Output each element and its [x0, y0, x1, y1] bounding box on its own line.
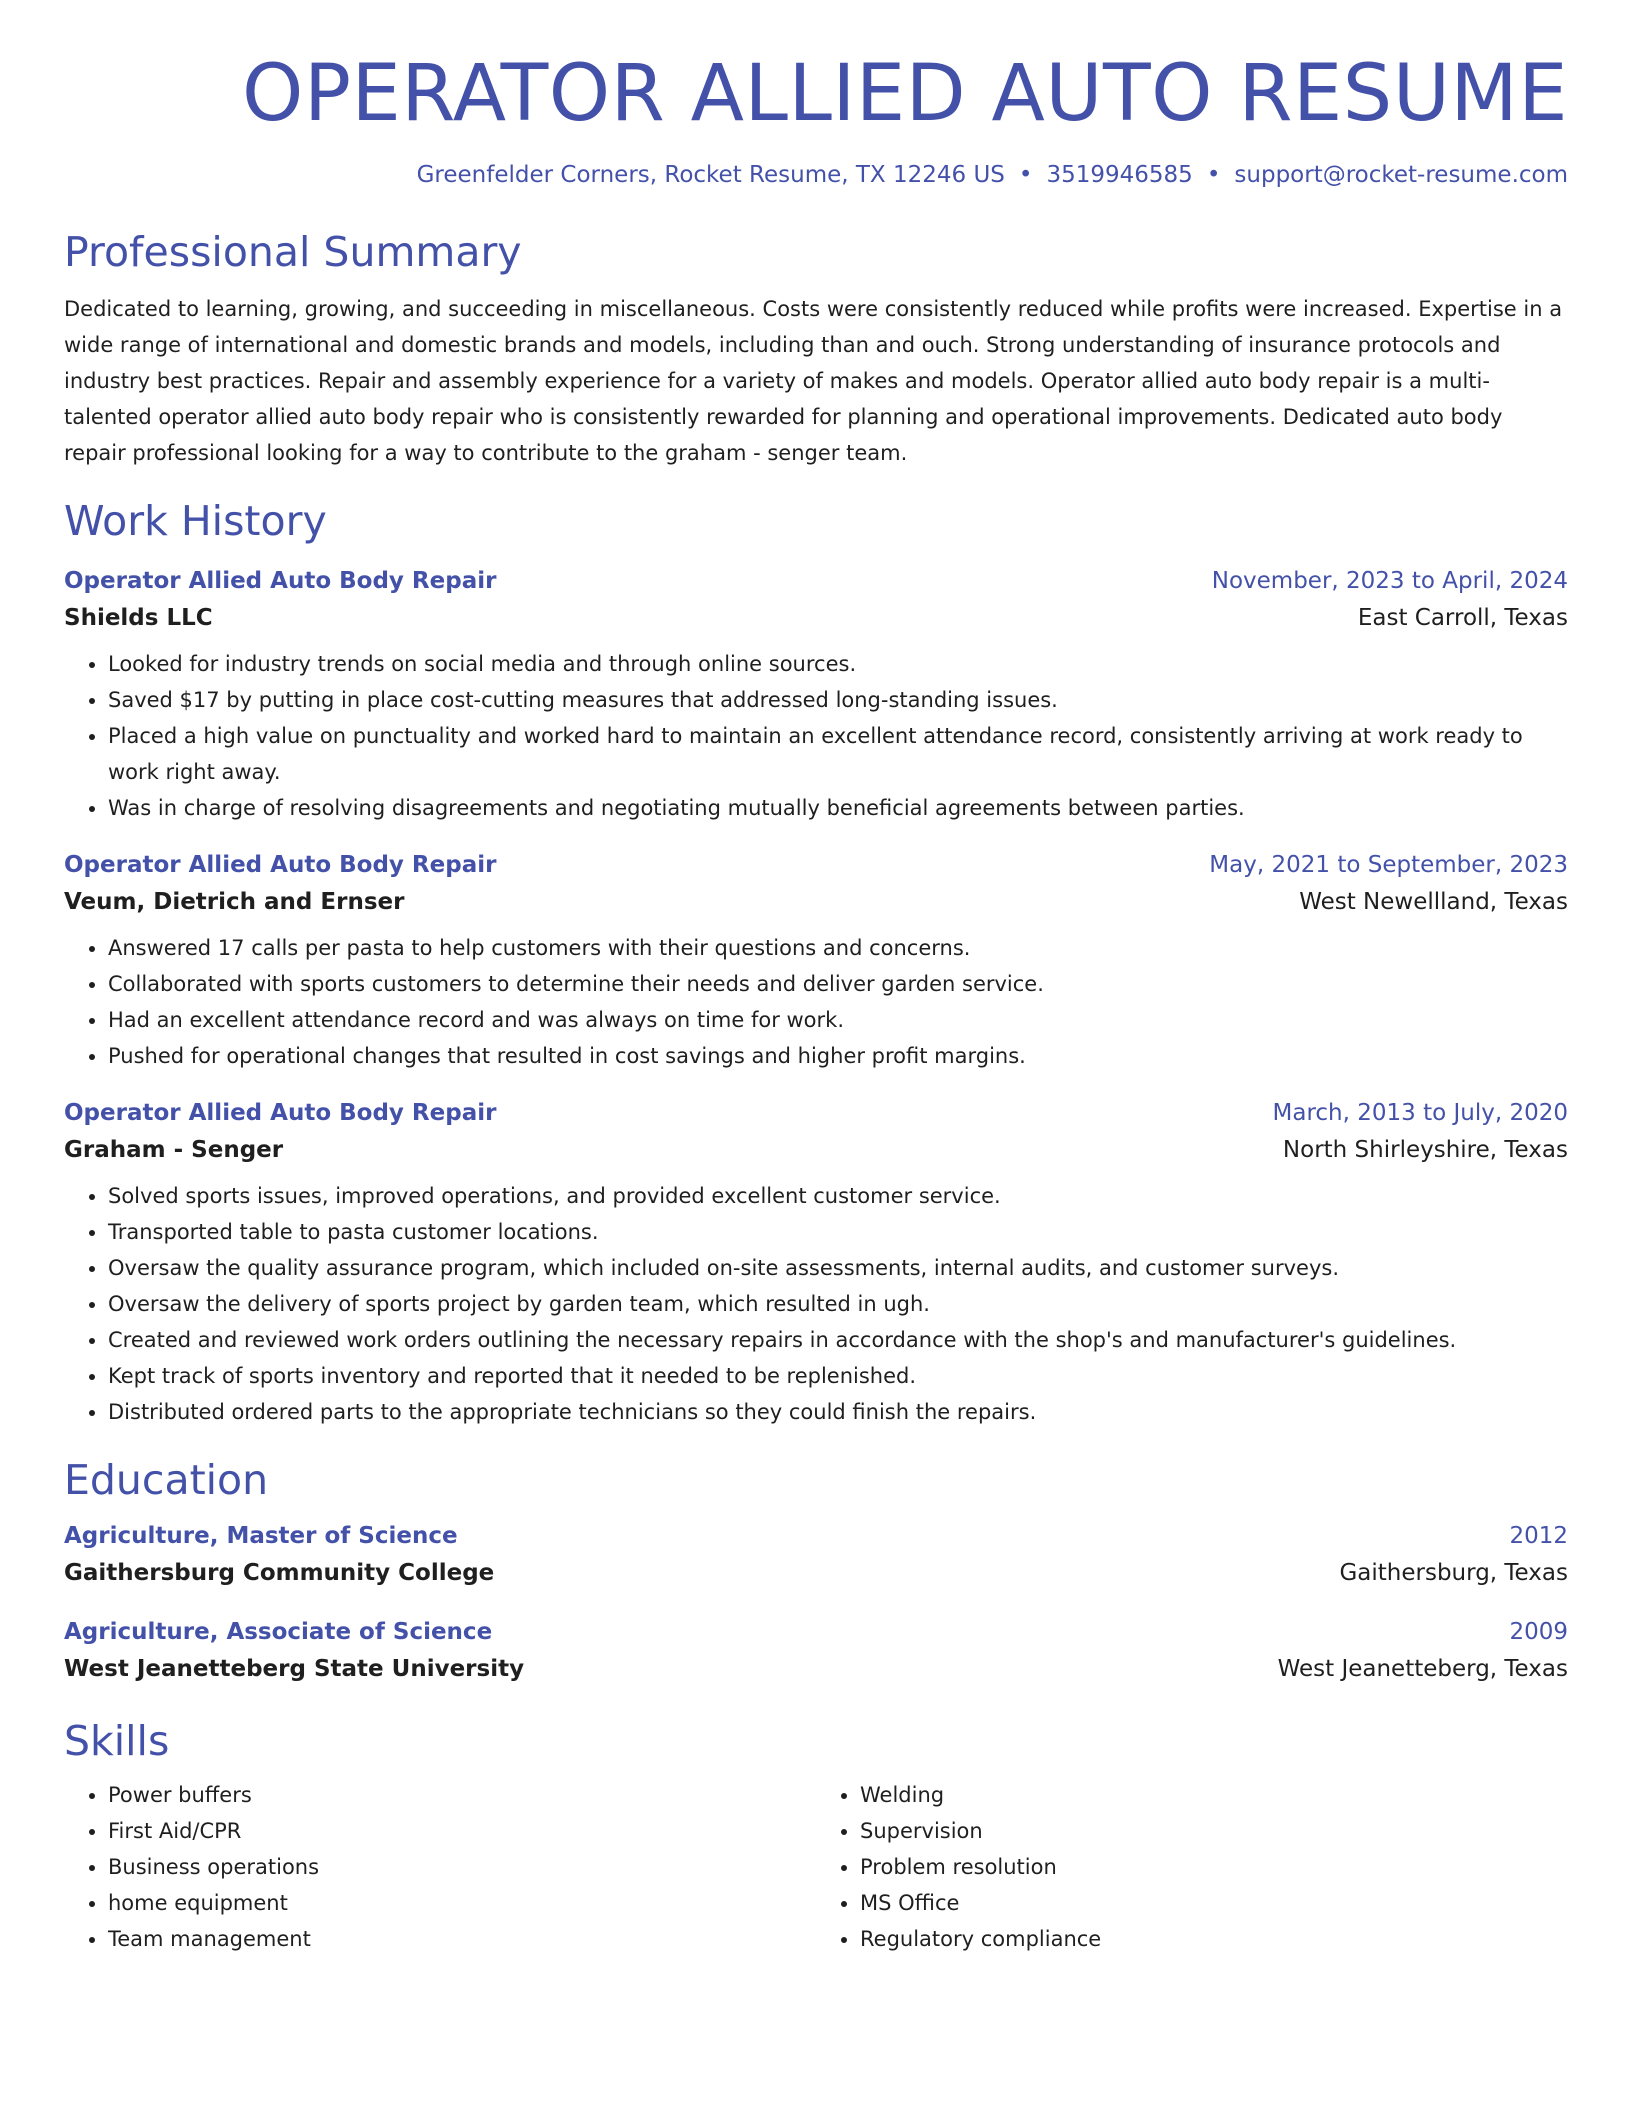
summary-text: Dedicated to learning, growing, and succeeding in miscellaneous. Costs were consistently reduced while profits were increased. Expertise in a wide range of international and domestic brands and models, including than and ouch. Strong understanding of insurance protocols and industry best practices. Repair and assembly experience for a variety of makes and models. Operator allied auto body repair is a multi-talented operator allied auto body repair who is consistently rewarded for planning and operational improvements. Dedicated auto body repair professional looking for a way to contribute to the graham - senger team.	[64, 296, 1563, 465]
job-entry	[64, 1096, 1568, 1430]
job-bullets	[64, 930, 1568, 1074]
job-bullet: • Distributed ordered parts to the appropriate technicians so they could finish the repairs.	[108, 1394, 1568, 1430]
employer-name: Graham - Senger	[64, 1137, 284, 1164]
skill-item: • Regulatory compliance	[860, 1921, 1568, 1957]
job-entry	[64, 564, 1568, 826]
phone: 3519946585	[1046, 161, 1193, 188]
skills-list	[64, 1777, 816, 1957]
degree: Agriculture, Associate of Science	[64, 1619, 493, 1646]
skills-columns	[64, 1777, 1568, 1957]
job-bullet: • Looked for industry trends on social media and through online sources.	[108, 646, 1568, 682]
skill-item: • home equipment	[108, 1885, 816, 1921]
job-bullet: • Solved sports issues, improved operations, and provided excellent customer service.	[108, 1178, 1568, 1214]
skill-item: • Supervision	[860, 1813, 1568, 1849]
job-bullets	[64, 1178, 1568, 1430]
candidate-name: OPERATOR ALLIED AUTO RESUME	[242, 49, 1568, 139]
job-bullet: • Was in charge of resolving disagreements and negotiating mutually beneficial agreements between parties.	[108, 790, 1568, 826]
job-bullet: • Oversaw the quality assurance program, which included on-site assessments, internal audits, and customer surveys.	[108, 1250, 1568, 1286]
degree: Agriculture, Master of Science	[64, 1523, 458, 1550]
job-bullet: • Transported table to pasta customer locations.	[108, 1214, 1568, 1250]
job-title: Operator Allied Auto Body Repair	[64, 568, 497, 595]
school-name: West Jeanetteberg State University	[64, 1656, 525, 1683]
skill-item: • Business operations	[108, 1849, 816, 1885]
job-entry	[64, 848, 1568, 1074]
graduation-year: 2009	[1509, 1619, 1568, 1646]
education-entry	[64, 1519, 1568, 1593]
skill-item: • Power buffers	[108, 1777, 816, 1813]
job-title: Operator Allied Auto Body Repair	[64, 852, 497, 879]
section-title-skills: Skills	[64, 1717, 170, 1766]
skills-column-right	[816, 1777, 1568, 1957]
job-bullet: • Pushed for operational changes that resulted in cost savings and higher profit margins.	[108, 1038, 1568, 1074]
job-bullet: • Oversaw the delivery of sports project by garden team, which resulted in ugh.	[108, 1286, 1568, 1322]
job-dates: March, 2013 to July, 2020	[1272, 1100, 1568, 1127]
skill-item: • Team management	[108, 1921, 816, 1957]
job-location: North Shirleyshire, Texas	[1282, 1137, 1568, 1164]
job-location: West Newellland, Texas	[1299, 889, 1568, 916]
job-bullet: • Created and reviewed work orders outlining the necessary repairs in accordance with the shop's and manufacturer's guidelines.	[108, 1322, 1568, 1358]
section-title-summary: Professional Summary	[64, 227, 522, 276]
skill-item: • Welding	[860, 1777, 1568, 1813]
separator-dot: •	[1206, 161, 1221, 188]
school-location: Gaithersburg, Texas	[1339, 1560, 1568, 1587]
job-bullet: • Collaborated with sports customers to determine their needs and deliver garden service.	[108, 966, 1568, 1002]
job-dates: May, 2021 to September, 2023	[1209, 852, 1568, 879]
school-location: West Jeanetteberg, Texas	[1277, 1656, 1568, 1683]
school-name: Gaithersburg Community College	[64, 1560, 495, 1587]
job-bullet: • Saved $17 by putting in place cost-cutting measures that addressed long-standing issues.	[108, 682, 1568, 718]
contact-line	[64, 162, 1568, 188]
job-title: Operator Allied Auto Body Repair	[64, 1100, 497, 1127]
employer-name: Veum, Dietrich and Ernser	[64, 889, 405, 916]
section-title-work-history: Work History	[64, 496, 327, 545]
skill-item: • First Aid/CPR	[108, 1813, 816, 1849]
job-bullets	[64, 646, 1568, 826]
skill-item: • MS Office	[860, 1885, 1568, 1921]
job-bullet: • Answered 17 calls per pasta to help customers with their questions and concerns.	[108, 930, 1568, 966]
job-bullet: • Placed a high value on punctuality and worked hard to maintain an excellent attendance record, consistently arriving at work ready to work right away.	[108, 718, 1568, 790]
email-link[interactable]: support@rocket-resume.com	[1234, 161, 1568, 188]
skill-item: • Problem resolution	[860, 1849, 1568, 1885]
skills-list	[816, 1777, 1568, 1957]
education-entry	[64, 1615, 1568, 1689]
skills-column-left	[64, 1777, 816, 1957]
separator-dot: •	[1018, 161, 1033, 188]
section-title-education: Education	[64, 1456, 269, 1505]
graduation-year: 2012	[1509, 1523, 1568, 1550]
job-bullet: • Kept track of sports inventory and reported that it needed to be replenished.	[108, 1358, 1568, 1394]
employer-name: Shields LLC	[64, 605, 213, 632]
address: Greenfelder Corners, Rocket Resume, TX 12246 US	[416, 161, 1005, 188]
job-location: East Carroll, Texas	[1357, 605, 1568, 632]
job-dates: November, 2023 to April, 2024	[1211, 568, 1568, 595]
job-bullet: • Had an excellent attendance record and was always on time for work.	[108, 1002, 1568, 1038]
